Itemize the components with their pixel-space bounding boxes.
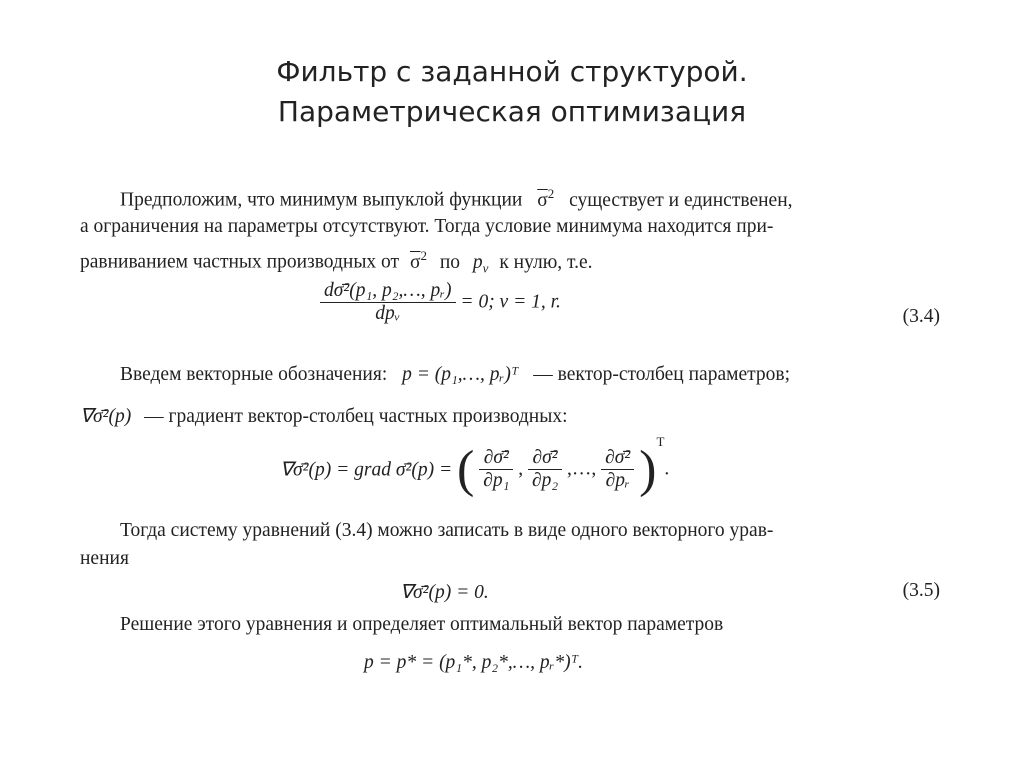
paragraph-2-line-1 bbox=[120, 364, 790, 386]
transpose-mark: T bbox=[656, 434, 665, 449]
slide-title-line-1: Фильтр с заданной структурой. bbox=[276, 55, 748, 88]
equation-3-4 bbox=[320, 280, 561, 325]
paragraph-1-line-1 bbox=[120, 186, 793, 212]
scanned-page bbox=[80, 168, 940, 708]
variable: p bbox=[472, 251, 483, 273]
slide-title-line-2: Параметрическая оптимизация bbox=[277, 95, 747, 128]
exponent: 2 bbox=[420, 248, 427, 263]
text: Предположим, что минимум выпуклой функции bbox=[120, 189, 523, 211]
paragraph-1-line-3 bbox=[80, 248, 593, 276]
text: существует и единственен, bbox=[569, 189, 793, 211]
fraction-1 bbox=[479, 447, 513, 492]
gradient-equation: ∇σ̄²(p) = grad σ̄²(p) = ( $\frac{\text{∂σ̄²}}{\text{∂p₁}}$ , $\frac{\text{∂σ̄²}}{\text{∂p₂}}$ ,…, $\frac{\text{∂σ̄²}}{\text{∂pᵣ}}$ )$^T$. bbox=[280, 434, 670, 499]
paragraph-3-line-2: нения bbox=[80, 548, 129, 569]
exponent: 2 bbox=[547, 186, 555, 201]
denominator: ∂pᵣ bbox=[605, 470, 630, 492]
text: Введем векторные обозначения: bbox=[120, 364, 388, 385]
numerator: ∂σ̄² bbox=[528, 447, 562, 470]
sigma-symbol: $\overline{\sigma}$ bbox=[409, 251, 421, 273]
paragraph-4-line-1: Решение этого уравнения и определяет оптимальный вектор параметров bbox=[120, 614, 724, 635]
fraction-r bbox=[601, 447, 634, 492]
equation-3-5: ∇σ̄²(p) = 0. bbox=[400, 582, 489, 603]
denominator: ∂p₂ bbox=[531, 470, 559, 492]
fraction bbox=[320, 280, 456, 325]
text: — градиент вектор-столбец частных производных: bbox=[144, 406, 568, 427]
equation-lhs: ∇σ̄²(p) = grad σ̄²(p) = bbox=[280, 459, 453, 481]
subscript: v bbox=[482, 260, 489, 276]
text: к нулю, т.е. bbox=[499, 251, 593, 273]
paragraph-3-line-1: Тогда систему уравнений (3.4) можно записать в виде одного векторного урав- bbox=[120, 520, 774, 541]
paren-left: ( bbox=[456, 441, 475, 499]
paragraph-1-line-2: а ограничения на параметры отсутствуют. Тогда условие минимума находится при- bbox=[80, 216, 774, 237]
fraction-2 bbox=[528, 447, 562, 492]
numerator: ∂σ̄² bbox=[479, 447, 513, 470]
numerator: ∂σ̄² bbox=[601, 447, 634, 470]
paren-right: ) bbox=[639, 441, 657, 499]
vector-formula: p = (p₁,…, pᵣ)ᵀ bbox=[402, 364, 519, 385]
optimal-vector-equation: p = p* = (p₁*, p₂*,…, pᵣ*)ᵀ. bbox=[364, 652, 584, 673]
slide-title bbox=[0, 52, 1024, 132]
text: равниванием частных производных от bbox=[80, 251, 400, 273]
comma: , bbox=[518, 458, 524, 480]
equation-rhs: = 0; v = 1, r. bbox=[460, 291, 561, 313]
equation-label-3-5: (3.5) bbox=[902, 580, 940, 601]
text: по bbox=[439, 251, 461, 273]
paragraph-2-line-2 bbox=[80, 404, 568, 428]
denominator: dpᵥ bbox=[375, 303, 401, 324]
text: — вектор-столбец параметров; bbox=[533, 364, 790, 385]
gradient-formula: ∇σ̄²(p) bbox=[80, 406, 132, 427]
ellipsis: ,…, bbox=[567, 458, 597, 480]
denominator: ∂p₁ bbox=[483, 470, 510, 492]
equation-label-3-4: (3.4) bbox=[902, 306, 940, 327]
numerator: dσ̄²(p₁, p₂,…, pᵣ) bbox=[320, 280, 456, 303]
sigma-symbol: $\overline{\sigma}$ bbox=[537, 189, 548, 211]
